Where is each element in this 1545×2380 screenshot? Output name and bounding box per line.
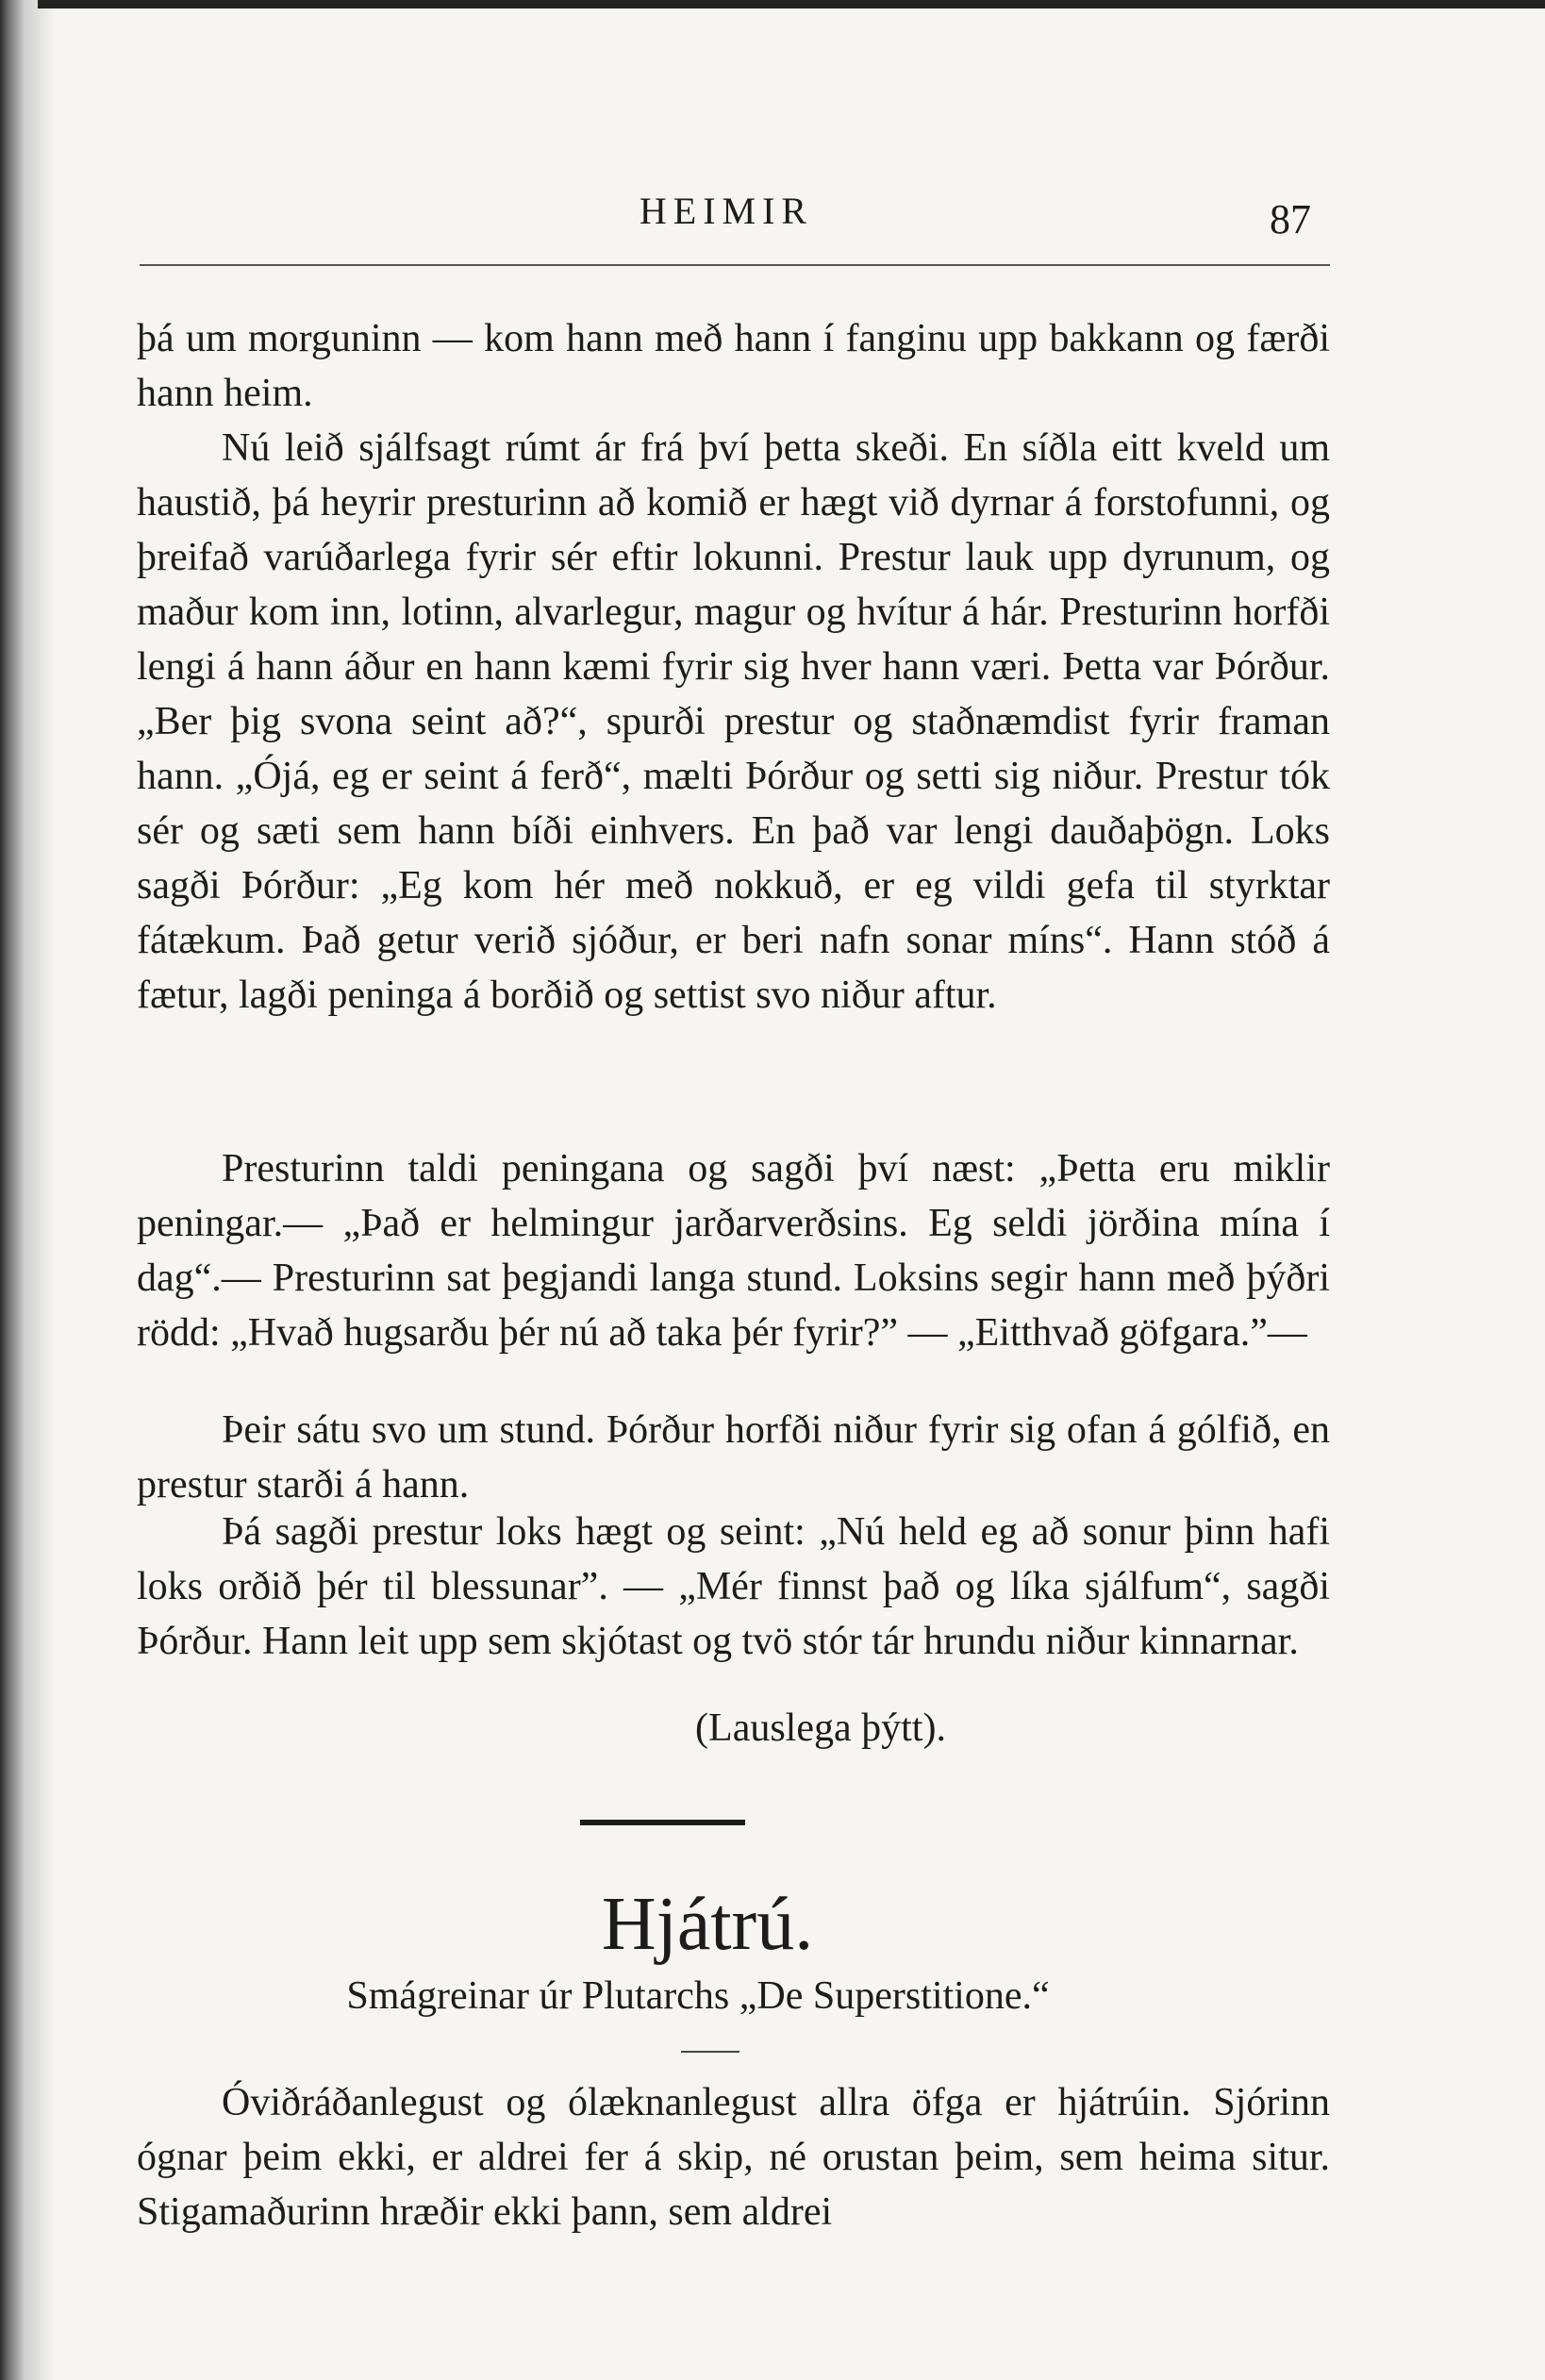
subtitle-rule — [681, 2051, 739, 2053]
translation-note: (Lauslega þýtt). — [695, 1706, 946, 1750]
section-paragraph-1: Óviðráðanlegust og ólæknanlegust allra öfga er hjátrúin. Sjórinn ógnar þeim ekki, er aldrei fer á skip, né orustan þeim, sem heima situr. Stigamaðurinn hræðir ekki þann, sem aldrei — [137, 2081, 1330, 2234]
top-border — [38, 0, 1545, 8]
body-paragraph-5: Þá sagði prestur loks hægt og seint: „Nú held eg að sonur þinn hafi loks orðið þér til blessunar”. — „Mér finnst það og líka sjálfum“, sagði Þórður. Hann leit upp sem skjótast og tvö stór tár hrundu niður kinnarnar. — [137, 1510, 1330, 1663]
section-subtitle: Smágreinar úr Plutarchs „De Superstitione.“ — [346, 1974, 1050, 2018]
body-paragraph-2: Nú leið sjálfsagt rúmt ár frá því þetta skeði. En síðla eitt kveld um haustið, þá heyrir presturinn að komið er hægt við dyrnar á forstofunni, og þreifað varúðarlega fyrir sér eftir lokunni. Prestur lauk upp dyrunum, og maður kom inn, lotinn, alvarlegur, magur og hvítur á hár. Presturinn horfði lengi á hann áður en hann kæmi fyrir sig hver hann væri. Þetta var Þórður. „Ber þig svona seint að?“, spurði prestur og staðnæmdist fyrir framan hann. „Ójá, eg er seint á ferð“, mælti Þórður og setti sig niður. Prestur tók sér og sæti sem hann bíði einhvers. En það var lengi dauðaþögn. Loks sagði Þórður: „Eg kom hér með nokkuð, er eg vildi gefa til styrktar fátækum. Það getur verið sjóður, er beri nafn sonar míns“. Hann stóð á fætur, lagði peninga á borðið og settist svo niður aftur. — [137, 426, 1330, 1017]
section-title: Hjátrú. — [601, 1883, 814, 1966]
body-paragraph-1: þá um morguninn — kom hann með hann í fanginu upp bakkann og færði hann heim. — [137, 317, 1330, 415]
section-divider — [580, 1820, 745, 1825]
body-paragraph-4: Þeir sátu svo um stund. Þórður horfði niður fyrir sig ofan á gólfið, en prestur starði á hann. — [137, 1408, 1330, 1506]
body-paragraph-3: Presturinn taldi peningana og sagði því næst: „Þetta eru miklir peningar.— „Það er helmingur jarðarverðsins. Eg seldi jörðina mína í dag“.— Presturinn sat þegjandi langa stund. Loksins segir hann með þýðri rödd: „Hvað hugsarðu þér nú að taka þér fyrir?” — „Eitthvað göfgara.”— — [137, 1147, 1330, 1355]
running-title: HEIMIR — [639, 190, 814, 232]
header-rule — [140, 264, 1330, 266]
book-binding-edge — [0, 0, 55, 2380]
page-number: 87 — [1270, 196, 1311, 242]
